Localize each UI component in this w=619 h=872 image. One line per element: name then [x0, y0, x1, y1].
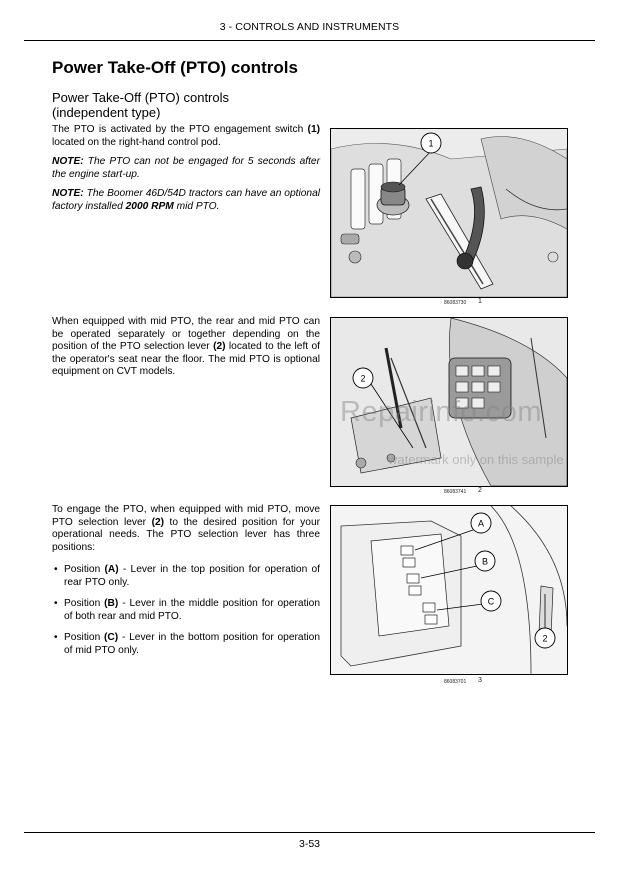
note-text: The Boomer 46D/54D tractors can have an optional factory installed	[52, 188, 320, 212]
subtitle-line-1: Power Take-Off (PTO) controls	[52, 90, 230, 105]
figure-2-number: 2	[478, 487, 482, 494]
position-ref: (C)	[104, 632, 119, 643]
figure-3-code: 86083701	[444, 679, 467, 685]
page-number: 3-53	[298, 838, 320, 850]
section-title: 3 - CONTROLS AND INSTRUMENTS	[219, 21, 400, 33]
bullet-dot: •	[54, 564, 58, 575]
text-run: located on the right-hand control pod.	[52, 136, 221, 148]
callout-1-label: 1	[428, 138, 434, 149]
bullet-position-c	[52, 632, 320, 657]
text-run: - Lever in the middle position for operation of both rear and mid PTO.	[64, 598, 321, 622]
text-run: - Lever in the bottom position for operation of mid PTO only.	[64, 632, 320, 656]
text-run: located to the left of the operator's seat near the floor. The mid PTO is optional equipment on CVT models.	[52, 341, 320, 378]
section-subtitle	[52, 90, 229, 120]
text-run: - Lever in the top position for operation of rear PTO only.	[64, 564, 320, 588]
page-footer	[24, 832, 595, 850]
position-ref: (B)	[104, 598, 119, 609]
callout-c-label: C	[487, 596, 495, 607]
paragraph-mid-pto	[52, 316, 320, 379]
ref-2: (2)	[151, 516, 165, 528]
bullet-position-b	[52, 598, 320, 623]
ref-2: (2)	[213, 341, 226, 353]
note-mid-pto	[52, 188, 320, 213]
note-text: mid PTO.	[173, 200, 220, 212]
text-run: Position	[64, 632, 105, 643]
text-run: The PTO is activated by the PTO engagement switch	[52, 124, 308, 135]
callout-a-label: A	[477, 518, 485, 529]
note-bold: 2000 RPM	[125, 200, 174, 212]
note-text: The PTO can not be engaged for 5 seconds after the engine start-up.	[52, 156, 320, 180]
bullet-dot: •	[54, 598, 58, 609]
text-run: To engage the PTO, when equipped with mid PTO, move PTO selection lever	[52, 504, 320, 528]
text-run: Position	[64, 564, 105, 575]
note-label: NOTE:	[52, 156, 84, 167]
text-run: Position	[64, 598, 105, 609]
watermark: Repairinfo.com	[340, 396, 543, 428]
pto-positions-illustration	[331, 506, 567, 674]
note-startup	[52, 156, 320, 181]
figure-2-code: 86083741	[444, 489, 467, 495]
watermark-subtext: watermark only on this sample	[388, 452, 564, 467]
bullet-position-a	[52, 564, 320, 589]
ref-1: (1)	[307, 124, 320, 135]
callout-b-label: B	[481, 556, 489, 567]
figure-3-number: 3	[478, 677, 482, 684]
bullet-dot: •	[54, 632, 58, 643]
paragraph-engage-pto	[52, 504, 320, 554]
figure-pto-lever-positions	[330, 505, 568, 675]
callout-2-lever-label: 2	[542, 633, 548, 644]
figure-pto-switch	[330, 128, 568, 298]
text-run: When equipped with mid PTO, the rear and mid PTO can be operated separately or together depending on the position of the PTO selection lever	[52, 316, 320, 353]
page-title: Power Take-Off (PTO) controls	[52, 58, 298, 77]
paragraph-pto-switch	[52, 124, 320, 149]
page-header	[24, 14, 595, 41]
figure-1-number: 1	[478, 298, 482, 305]
pto-switch-illustration	[331, 129, 567, 297]
position-ref: (A)	[104, 564, 119, 575]
figure-1-code: 86083730	[444, 300, 467, 306]
subtitle-line-2: (independent type)	[52, 105, 161, 120]
callout-2-label: 2	[360, 373, 366, 384]
note-label: NOTE:	[52, 188, 84, 199]
text-run: to the desired position for your operational needs. The PTO selection lever has three positions:	[52, 516, 321, 553]
